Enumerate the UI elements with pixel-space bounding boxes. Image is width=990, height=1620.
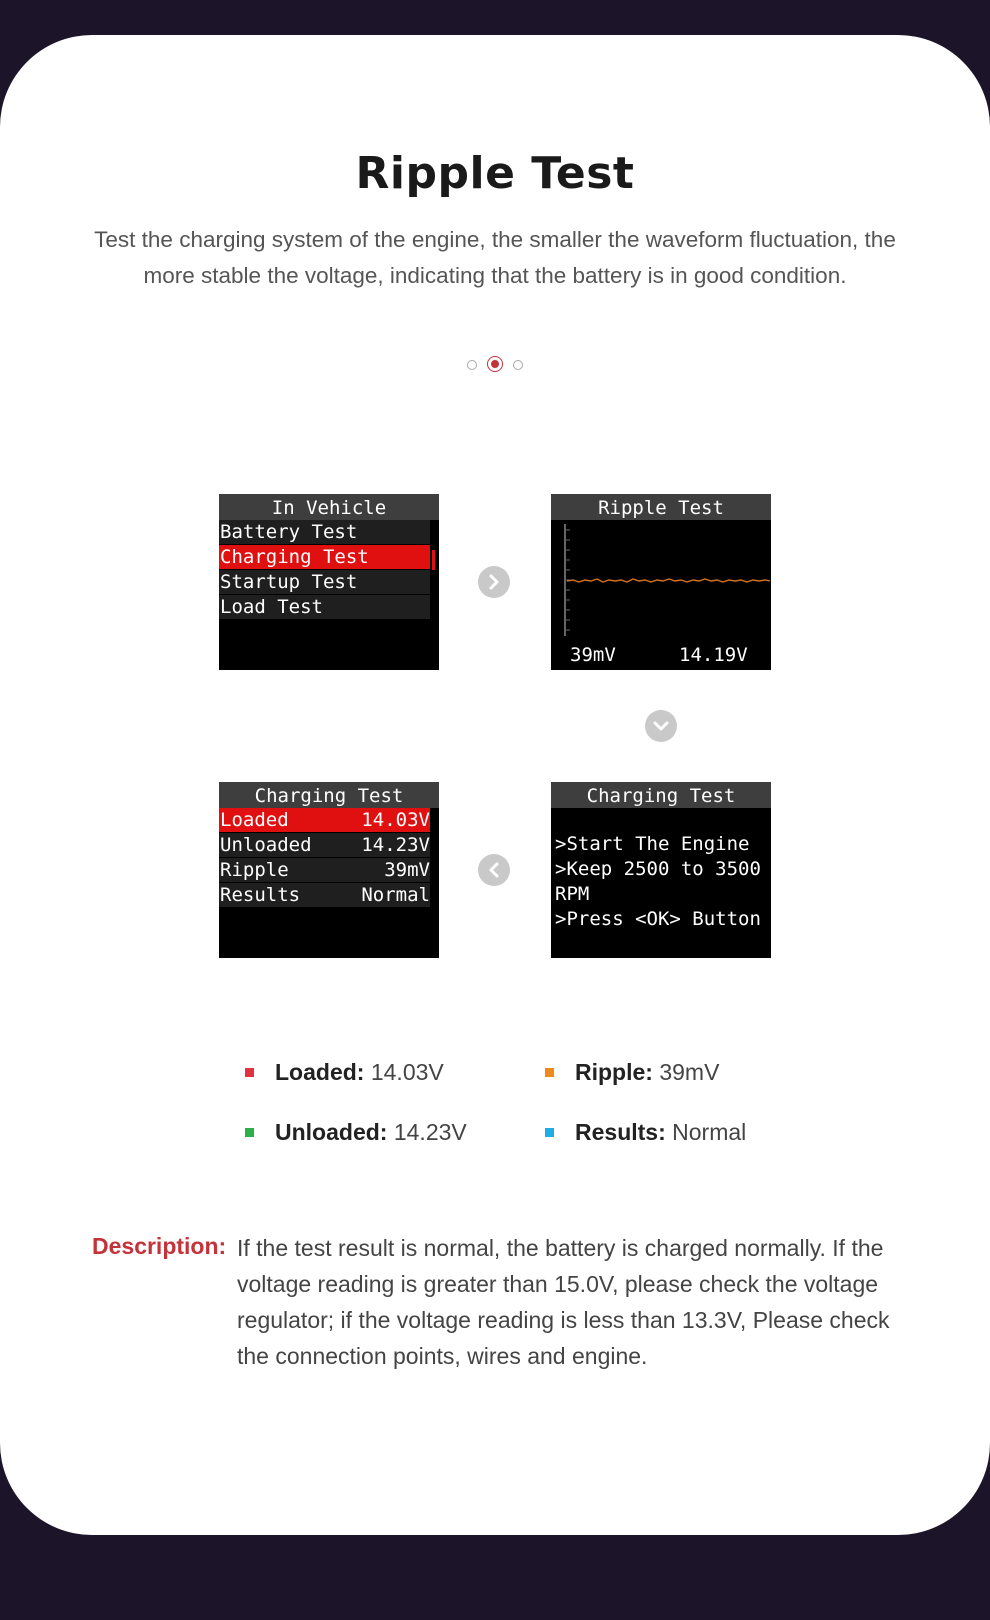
instruction-line: >Keep 2500 to 3500 bbox=[555, 858, 761, 880]
legend-marker bbox=[545, 1068, 554, 1077]
result-value: 14.03V bbox=[361, 809, 430, 831]
carousel-indicator bbox=[0, 360, 990, 378]
result-label: Loaded bbox=[220, 809, 289, 831]
result-label: Ripple bbox=[220, 859, 289, 881]
scrollbar-indicator bbox=[432, 550, 435, 570]
carousel-dot-3[interactable] bbox=[513, 360, 523, 370]
description-text: If the test result is normal, the battery is charged normally. If the voltage reading is greater than 15.0V, please check the voltage regulator; if the voltage reading is less than 13.3V, Please check the connection points, wires and engine. bbox=[237, 1235, 890, 1369]
ripple-value-readout: 39mV bbox=[570, 644, 616, 666]
instruction-line: >Press <OK> Button bbox=[555, 908, 761, 930]
arrow-right-icon bbox=[478, 566, 510, 598]
result-row-loaded bbox=[219, 808, 430, 832]
device-screen-results bbox=[219, 782, 439, 958]
menu-item-startup-test: Startup Test bbox=[219, 570, 430, 594]
legend-value: Normal bbox=[672, 1119, 747, 1145]
screen-header: Charging Test bbox=[551, 782, 771, 808]
screen-header: Ripple Test bbox=[551, 494, 771, 520]
result-label: Results bbox=[220, 884, 301, 906]
legend-label: Results: bbox=[575, 1119, 666, 1145]
device-screen-menu bbox=[219, 494, 439, 670]
menu-item-battery-test: Battery Test bbox=[219, 520, 430, 544]
result-value: 39mV bbox=[384, 859, 430, 881]
device-screen-ripple bbox=[551, 494, 771, 670]
legend-value: 39mV bbox=[659, 1059, 720, 1085]
device-screen-instructions bbox=[551, 782, 771, 958]
result-value: Normal bbox=[361, 884, 430, 906]
menu-item-load-test: Load Test bbox=[219, 595, 430, 619]
legend-label: Ripple: bbox=[575, 1059, 653, 1085]
description-label: Description: bbox=[92, 1233, 227, 1259]
legend-label: Loaded: bbox=[275, 1059, 365, 1085]
instruction-line: >Start The Engine bbox=[555, 833, 750, 855]
page-title: Ripple Test bbox=[355, 148, 635, 199]
result-row-unloaded bbox=[219, 833, 430, 857]
legend-label: Unloaded: bbox=[275, 1119, 388, 1145]
instruction-line: RPM bbox=[555, 883, 590, 905]
result-row-ripple bbox=[219, 858, 430, 882]
result-row-results bbox=[219, 883, 430, 907]
legend-marker bbox=[245, 1128, 254, 1137]
arrow-down-icon bbox=[645, 710, 677, 742]
voltage-value-readout: 14.19V bbox=[679, 644, 748, 666]
carousel-dot-1[interactable] bbox=[467, 360, 477, 370]
result-label: Unloaded bbox=[220, 834, 312, 856]
arrow-left-icon bbox=[478, 854, 510, 886]
legend-value: 14.23V bbox=[393, 1119, 467, 1145]
carousel-dot-2-active[interactable] bbox=[487, 356, 503, 372]
screen-header: Charging Test bbox=[219, 782, 439, 808]
screen-header: In Vehicle bbox=[219, 494, 439, 520]
legend-marker bbox=[545, 1128, 554, 1137]
legend-marker bbox=[245, 1068, 254, 1077]
legend-value: 14.03V bbox=[370, 1059, 444, 1085]
page-subtitle: Test the charging system of the engine, the smaller the waveform fluctuation, the more stable the voltage, indicating that the battery is in good condition. bbox=[94, 227, 896, 288]
result-value: 14.23V bbox=[361, 834, 430, 856]
menu-item-charging-test: Charging Test bbox=[219, 545, 430, 569]
